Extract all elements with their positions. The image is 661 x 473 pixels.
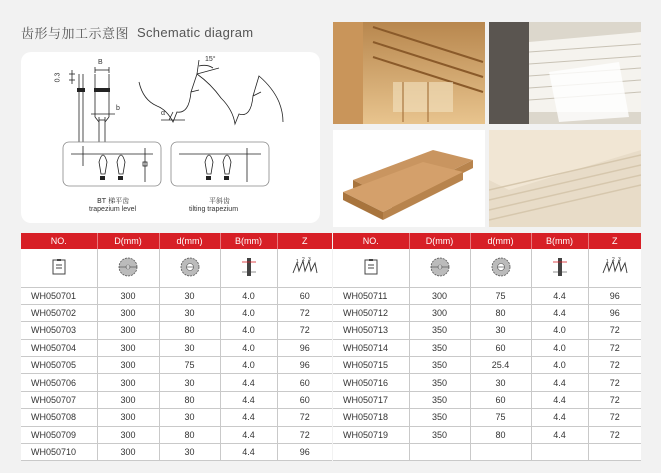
cell-teeth: 96	[588, 287, 641, 304]
cell-kerf	[531, 444, 588, 461]
cell-outer-diameter: 300	[97, 374, 159, 391]
cell-bore: 30	[159, 287, 220, 304]
table-row	[333, 304, 641, 321]
cell-kerf: 4.0	[220, 322, 277, 339]
cell-teeth: 96	[277, 339, 332, 356]
cell-no: WH050716	[333, 374, 409, 391]
icon-cell-teeth	[277, 249, 332, 287]
schematic-drawing	[21, 52, 320, 223]
cell-kerf: 4.4	[531, 287, 588, 304]
cell-outer-diameter: 350	[409, 374, 470, 391]
cell-bore: 80	[159, 322, 220, 339]
schematic-diagram-panel	[21, 52, 320, 223]
table-row	[333, 391, 641, 408]
cell-bore: 30	[470, 322, 531, 339]
cell-teeth: 72	[588, 426, 641, 443]
cell-bore: 30	[159, 304, 220, 321]
cell-bore: 25.4	[470, 357, 531, 374]
table-icon-row	[21, 249, 332, 287]
cell-kerf: 4.4	[531, 426, 588, 443]
cell-teeth: 72	[588, 322, 641, 339]
dim-b-label: B	[98, 59, 103, 66]
cell-outer-diameter: 300	[97, 409, 159, 426]
cell-outer-diameter: 350	[409, 339, 470, 356]
cell-outer-diameter: 350	[409, 322, 470, 339]
tooth-width-icon	[549, 256, 571, 280]
col-header-kerf: B(mm)	[531, 233, 588, 249]
cell-no: WH050702	[21, 304, 97, 321]
col-header-teeth: Z	[277, 233, 332, 249]
cell-no: WH050701	[21, 287, 97, 304]
icon-cell-outer-diameter	[409, 249, 470, 287]
cell-kerf: 4.0	[531, 322, 588, 339]
icon-cell-kerf	[531, 249, 588, 287]
cell-teeth: 60	[277, 287, 332, 304]
cell-teeth: 60	[277, 391, 332, 408]
saw-blade-bore-icon	[490, 256, 512, 280]
board-stack-photo	[489, 22, 641, 124]
col-header-outer-diameter: D(mm)	[97, 233, 159, 249]
cell-no: WH050706	[21, 374, 97, 391]
cell-bore: 80	[470, 304, 531, 321]
bt-label-en: trapezium level	[89, 206, 137, 213]
cell-no: WH050717	[333, 391, 409, 408]
cell-kerf: 4.4	[531, 409, 588, 426]
cell-outer-diameter: 300	[97, 322, 159, 339]
cell-teeth: 96	[277, 357, 332, 374]
tooth-count-icon	[291, 257, 319, 279]
icon-cell-no	[333, 249, 409, 287]
cell-no: WH050707	[21, 391, 97, 408]
table-row	[333, 444, 641, 461]
bt-label-zh: BT 梯平齿	[97, 197, 130, 205]
table-row	[21, 426, 332, 443]
svg-text:2: 2	[301, 256, 305, 263]
table-row	[333, 339, 641, 356]
col-header-no: NO.	[333, 233, 409, 249]
cell-teeth: 96	[277, 444, 332, 461]
cell-no: WH050718	[333, 409, 409, 426]
cell-no: WH050712	[333, 304, 409, 321]
cell-bore: 80	[159, 426, 220, 443]
cell-outer-diameter: 300	[97, 391, 159, 408]
saw-blade-outer-icon	[117, 256, 139, 280]
cell-no: WH050710	[21, 444, 97, 461]
cell-no: WH050719	[333, 426, 409, 443]
tilting-label-zh: 平斜齿	[209, 197, 230, 205]
spec-table-right	[333, 233, 641, 461]
cell-bore: 30	[470, 374, 531, 391]
table-row	[21, 339, 332, 356]
cell-no: WH050708	[21, 409, 97, 426]
col-header-kerf: B(mm)	[220, 233, 277, 249]
table-row	[21, 304, 332, 321]
cell-teeth: 72	[277, 426, 332, 443]
col-header-bore: d(mm)	[159, 233, 220, 249]
icon-cell-bore	[470, 249, 531, 287]
cell-bore	[470, 444, 531, 461]
cell-kerf: 4.0	[220, 339, 277, 356]
cell-bore: 75	[159, 357, 220, 374]
dim-thickness-label: 0.3	[54, 72, 62, 83]
icon-cell-no	[21, 249, 97, 287]
cell-outer-diameter: 300	[97, 426, 159, 443]
table-row	[333, 322, 641, 339]
cell-kerf: 4.0	[220, 357, 277, 374]
cell-bore: 80	[470, 426, 531, 443]
col-header-bore: d(mm)	[470, 233, 531, 249]
col-header-teeth: Z	[588, 233, 641, 249]
cell-outer-diameter: 300	[97, 287, 159, 304]
cell-outer-diameter: 300	[97, 357, 159, 374]
angle-alpha-label: α	[161, 110, 166, 117]
tilting-label-en: tilting trapezium	[189, 206, 239, 213]
cell-outer-diameter: 350	[409, 409, 470, 426]
table-row	[333, 426, 641, 443]
svg-text:3: 3	[617, 256, 621, 263]
tooth-count-icon	[601, 257, 629, 279]
cell-teeth: 72	[588, 374, 641, 391]
cell-teeth: 72	[588, 391, 641, 408]
table-row	[21, 322, 332, 339]
document-icon	[50, 258, 68, 278]
table-icon-row	[333, 249, 641, 287]
cell-no: WH050714	[333, 339, 409, 356]
cell-kerf: 4.4	[220, 444, 277, 461]
table-row	[21, 374, 332, 391]
saw-blade-outer-icon	[429, 256, 451, 280]
cell-outer-diameter: 300	[97, 304, 159, 321]
cell-bore: 30	[159, 339, 220, 356]
cell-no: WH050704	[21, 339, 97, 356]
cell-no: WH050711	[333, 287, 409, 304]
cell-bore: 30	[159, 374, 220, 391]
table-header-row	[333, 233, 641, 249]
cell-bore: 30	[159, 444, 220, 461]
svg-text:2: 2	[611, 256, 615, 263]
cell-teeth: 72	[588, 357, 641, 374]
table-row	[333, 409, 641, 426]
col-header-no: NO.	[21, 233, 97, 249]
cell-kerf: 4.0	[531, 357, 588, 374]
svg-text:1: 1	[605, 258, 609, 265]
cell-outer-diameter: 300	[409, 287, 470, 304]
cell-teeth: 72	[277, 304, 332, 321]
saw-blade-bore-icon	[179, 256, 201, 280]
cell-teeth: 72	[588, 339, 641, 356]
mdf-boards-photo	[333, 130, 485, 227]
cell-bore: 75	[470, 409, 531, 426]
col-header-outer-diameter: D(mm)	[409, 233, 470, 249]
cell-kerf: 4.4	[220, 374, 277, 391]
header-title-en: Schematic diagram	[137, 24, 254, 40]
wood-ceiling-photo	[333, 22, 485, 124]
tilting-trapezium-figure	[171, 142, 269, 186]
cell-teeth: 72	[588, 409, 641, 426]
cell-kerf: 4.0	[220, 304, 277, 321]
table-row	[333, 357, 641, 374]
cell-outer-diameter: 350	[409, 426, 470, 443]
icon-cell-teeth	[588, 249, 641, 287]
cell-no: WH050715	[333, 357, 409, 374]
cell-no	[333, 444, 409, 461]
cell-bore: 30	[159, 409, 220, 426]
cell-bore: 60	[470, 391, 531, 408]
icon-cell-outer-diameter	[97, 249, 159, 287]
cell-teeth: 60	[277, 374, 332, 391]
table-row	[21, 444, 332, 461]
cell-outer-diameter: 300	[97, 339, 159, 356]
cell-bore: 60	[470, 339, 531, 356]
section-header	[21, 22, 253, 42]
table-row	[21, 391, 332, 408]
table-header-row	[21, 233, 332, 249]
table-row	[21, 287, 332, 304]
icon-cell-bore	[159, 249, 220, 287]
icon-cell-kerf	[220, 249, 277, 287]
trapezium-level-figure	[63, 142, 161, 186]
cell-outer-diameter: 300	[409, 304, 470, 321]
cell-outer-diameter: 350	[409, 357, 470, 374]
cell-kerf: 4.0	[220, 287, 277, 304]
cell-no: WH050713	[333, 322, 409, 339]
cell-kerf: 4.4	[220, 409, 277, 426]
cell-teeth: 72	[277, 322, 332, 339]
spec-table-left	[21, 233, 332, 461]
plywood-board-photo	[489, 130, 641, 227]
cell-teeth: 96	[588, 304, 641, 321]
cell-bore: 80	[159, 391, 220, 408]
cell-outer-diameter	[409, 444, 470, 461]
cell-kerf: 4.4	[531, 391, 588, 408]
cell-kerf: 4.4	[220, 391, 277, 408]
cell-no: WH050705	[21, 357, 97, 374]
cell-no: WH050703	[21, 322, 97, 339]
cell-kerf: 4.0	[531, 339, 588, 356]
cell-kerf: 4.4	[220, 426, 277, 443]
cell-teeth	[588, 444, 641, 461]
cell-outer-diameter: 350	[409, 391, 470, 408]
table-row	[333, 374, 641, 391]
cell-no: WH050709	[21, 426, 97, 443]
table-row	[333, 287, 641, 304]
table-row	[21, 357, 332, 374]
cell-bore: 75	[470, 287, 531, 304]
angle-15-label: 15°	[205, 56, 216, 63]
tooth-width-icon	[238, 256, 260, 280]
table-row	[21, 409, 332, 426]
cell-kerf: 4.4	[531, 374, 588, 391]
cell-outer-diameter: 300	[97, 444, 159, 461]
tooth-profile-drawing	[69, 67, 115, 152]
cell-kerf: 4.4	[531, 304, 588, 321]
document-icon	[362, 258, 380, 278]
svg-text:3: 3	[307, 256, 311, 263]
header-title-zh: 齿形与加工示意图	[21, 26, 130, 42]
cell-teeth: 72	[277, 409, 332, 426]
dim-small-b-label: b	[116, 105, 120, 112]
svg-text:1: 1	[295, 258, 299, 265]
